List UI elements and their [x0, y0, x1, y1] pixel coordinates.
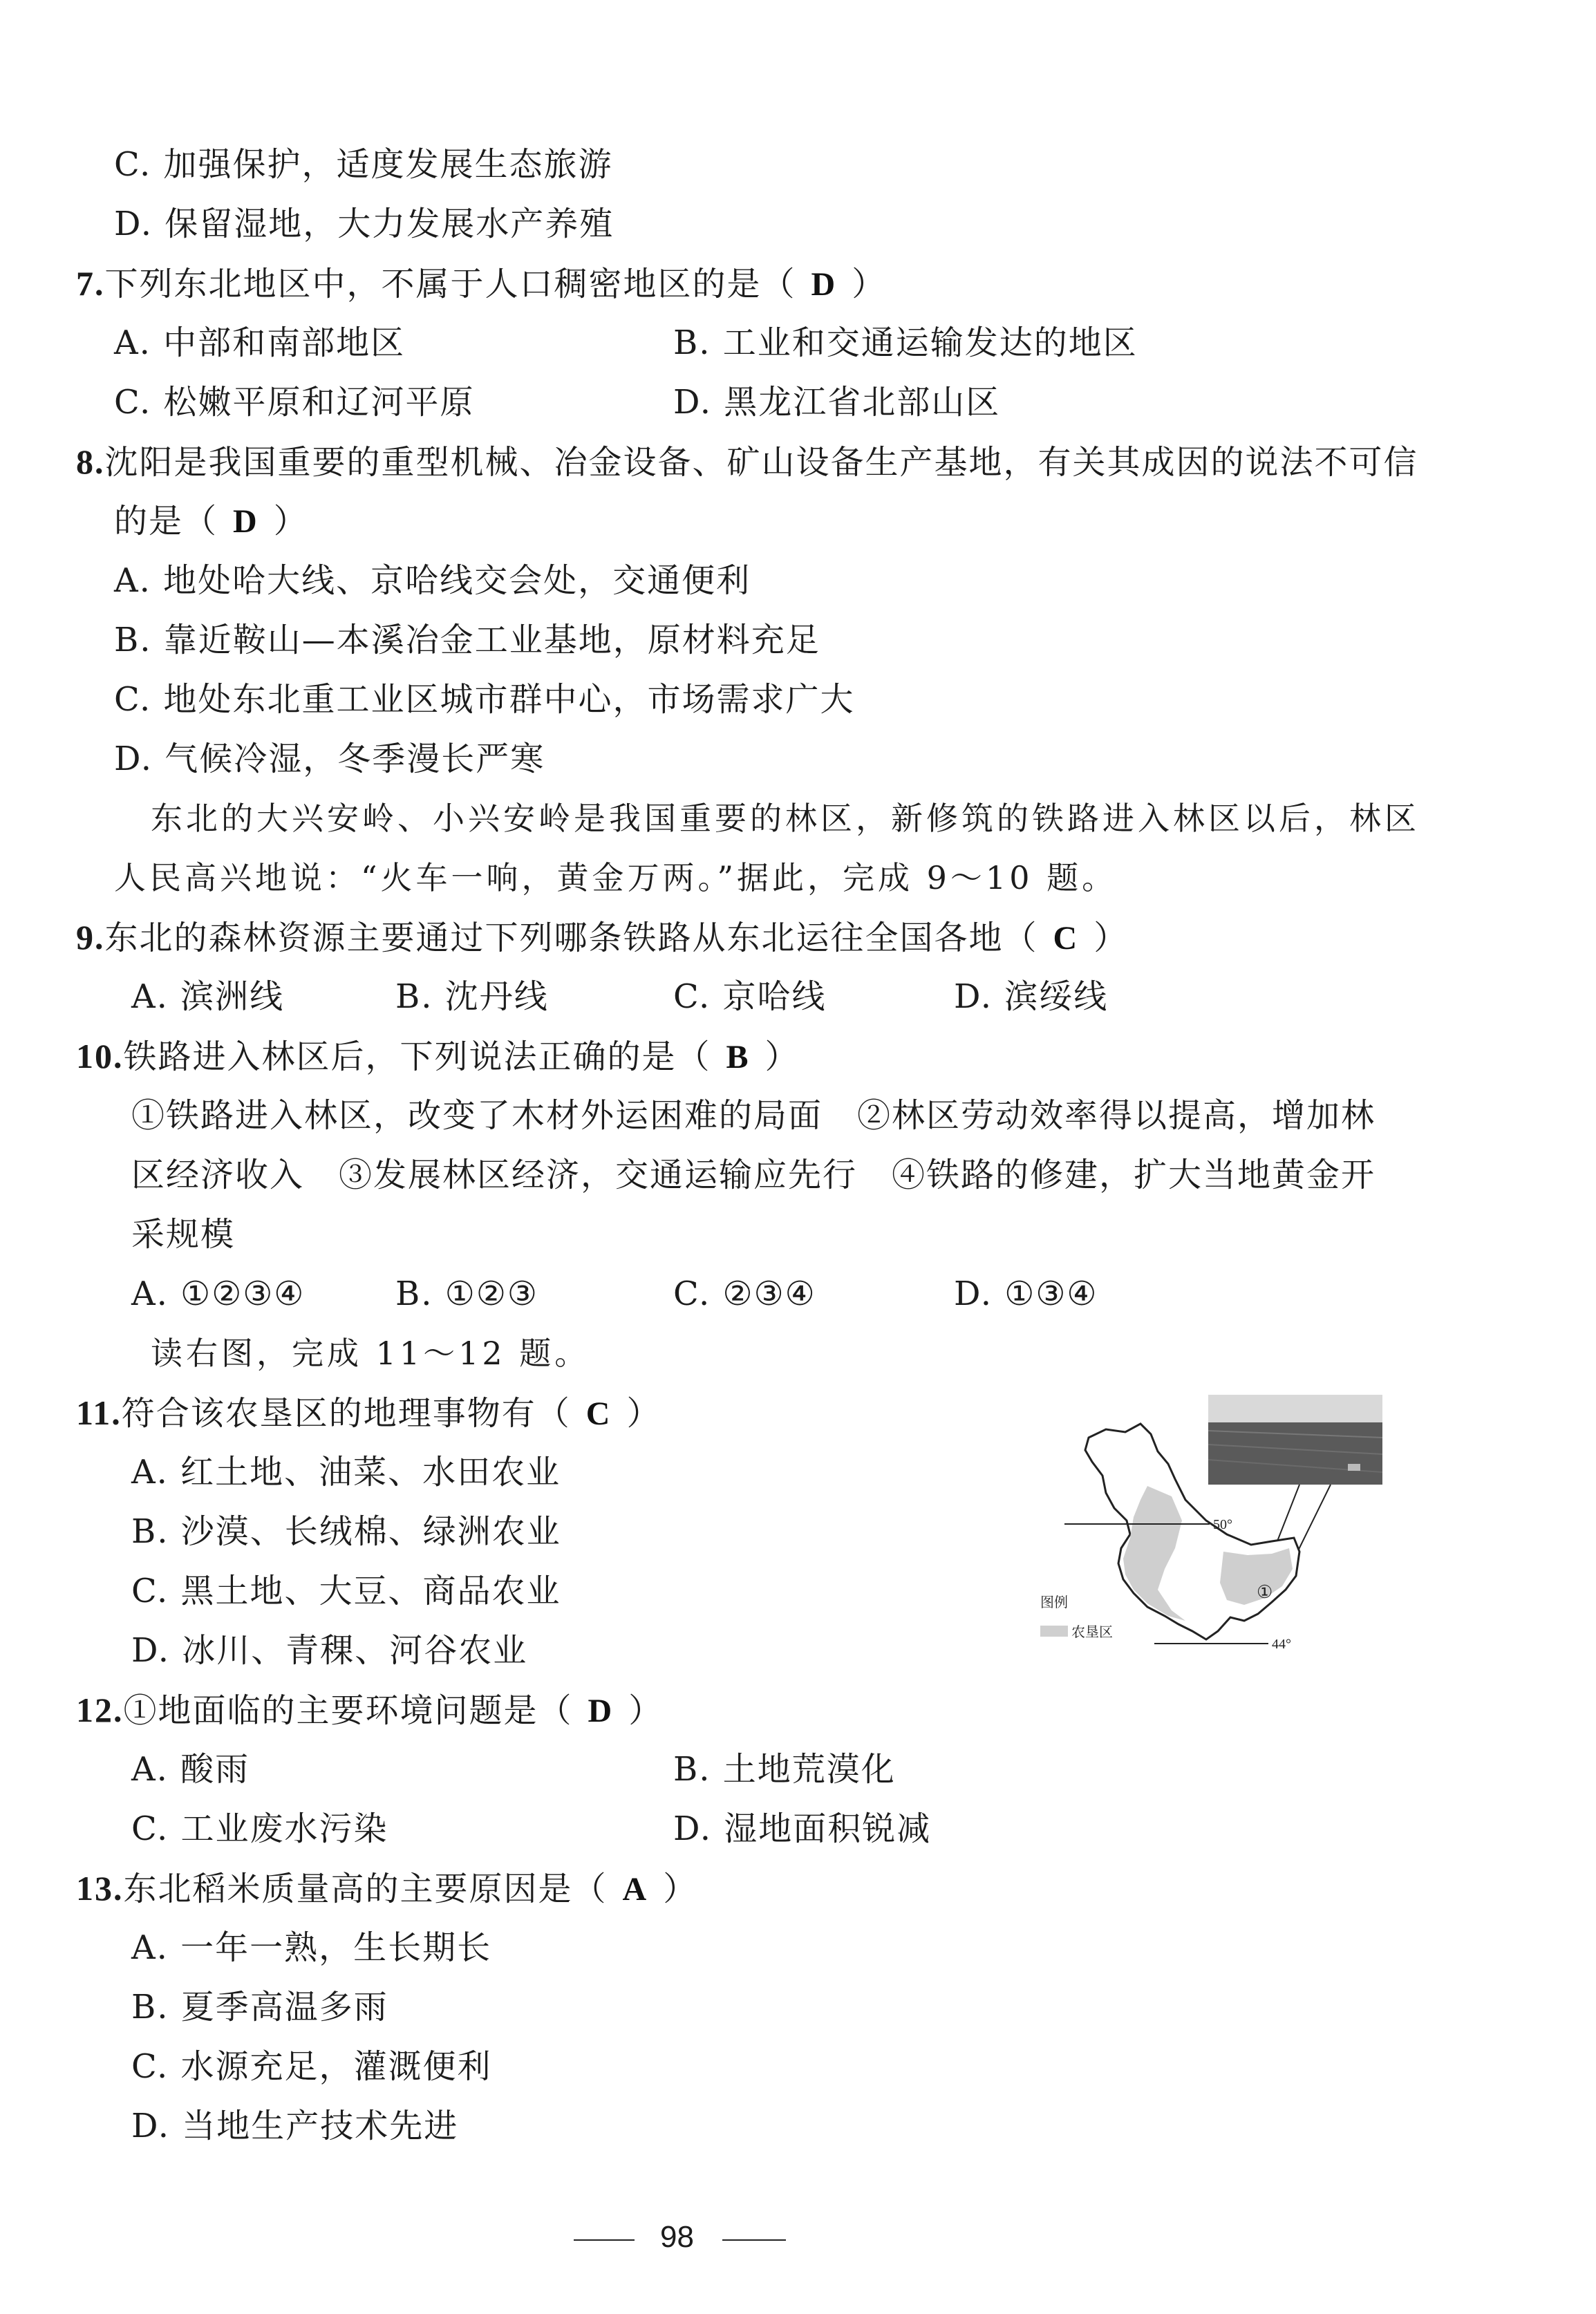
q7-option-a: A. 中部和南部地区 — [114, 323, 406, 362]
material-9-10-line2: 人民高兴地说：“火车一响，黄金万两。”据此，完成 9～10 题。 — [114, 859, 1118, 896]
q8-option-d: D. 气候冷湿，冬季漫长严寒 — [114, 740, 545, 778]
page-number-rule-right — [722, 2239, 786, 2241]
q8-answer: D — [233, 503, 259, 540]
q13-option-b: B. 夏季高温多雨 — [131, 1988, 388, 2026]
q7-option-b: B. 工业和交通运输发达的地区 — [673, 323, 1138, 362]
q7-option-c: C. 松嫩平原和辽河平原 — [114, 383, 475, 422]
q9-option-b: B. 沈丹线 — [395, 977, 549, 1016]
lat-50-label: 50° — [1213, 1517, 1232, 1532]
q10-close: ） — [764, 1037, 800, 1076]
q11-option-c: C. 黑土地、大豆、商品农业 — [131, 1572, 561, 1610]
q8-stem-line1: 沈阳是我国重要的重型机械、冶金设备、矿山设备生产基地，有关其成因的说法不可信 — [104, 443, 1418, 482]
q8-option-a: A. 地处哈大线、京哈线交会处，交通便利 — [114, 561, 751, 600]
page-number: 98 — [660, 2220, 694, 2254]
q6-option-c: C. 加强保护，适度发展生态旅游 — [114, 145, 613, 184]
q13-stem-text: 东北稻米质量高的主要原因是（ — [123, 1870, 608, 1908]
q12-answer: D — [588, 1693, 614, 1729]
q7-close: ） — [852, 265, 887, 303]
q11-option-d: D. 冰川、青稞、河谷农业 — [131, 1631, 528, 1670]
q8-stem-line2 — [114, 500, 308, 543]
q12-stem — [76, 1689, 663, 1732]
q11-number: 11. — [76, 1393, 122, 1432]
q8-option-c: C. 地处东北重工业区城市群中心，市场需求广大 — [114, 680, 855, 719]
q13-number: 13. — [76, 1869, 124, 1908]
q11-stem — [76, 1392, 661, 1435]
q10-statements-line2: 区经济收入 ③发展林区经济，交通运输应先行 ④铁路的修建，扩大当地黄金开 — [131, 1156, 1376, 1194]
q13-answer: A — [622, 1871, 648, 1908]
q11-close: ） — [626, 1394, 661, 1433]
q9-stem-text: 东北的森林资源主要通过下列哪条铁路从东北运往全国各地（ — [104, 919, 1038, 957]
q9-number: 9. — [76, 918, 105, 957]
q12-option-b: B. 土地荒漠化 — [673, 1750, 896, 1789]
q10-number: 10. — [76, 1037, 124, 1075]
q12-option-a: A. 酸雨 — [131, 1750, 250, 1789]
q8-stem-text2: 的是（ — [114, 502, 218, 540]
q10-answer: B — [726, 1039, 750, 1075]
lat-44-label: 44° — [1272, 1637, 1291, 1652]
q10-option-c: C. ②③④ — [673, 1274, 816, 1313]
q7-number: 7. — [76, 264, 105, 303]
q7-answer: D — [811, 266, 837, 303]
q11-option-b: B. 沙漠、长绒棉、绿洲农业 — [131, 1512, 561, 1551]
material-9-10-line1: 东北的大兴安岭、小兴安岭是我国重要的林区，新修筑的铁路进入林区以后，林区 — [151, 800, 1420, 837]
legend-title: 图例 — [1040, 1594, 1068, 1610]
q13-stem — [76, 1868, 697, 1910]
q10-statements-line1: ①铁路进入林区，改变了木材外运困难的局面 ②林区劳动效率得以提高，增加林 — [131, 1096, 1376, 1135]
q9-option-a: A. 滨洲线 — [131, 977, 285, 1016]
q11-stem-text: 符合该农垦区的地理事物有（ — [121, 1394, 571, 1433]
material-11-12: 读右图，完成 11～12 题。 — [151, 1335, 590, 1372]
legend-label: 农垦区 — [1071, 1624, 1113, 1640]
legend-swatch — [1040, 1626, 1068, 1637]
q9-stem — [76, 916, 1128, 959]
q9-close: ） — [1093, 919, 1129, 957]
q12-number: 12. — [76, 1691, 124, 1729]
q10-option-b: B. ①②③ — [395, 1274, 538, 1313]
q8-close: ） — [273, 502, 308, 540]
q7-stem — [76, 263, 886, 305]
q13-option-d: D. 当地生产技术先进 — [131, 2107, 459, 2145]
q13-option-a: A. 一年一熟，生长期长 — [131, 1928, 492, 1967]
q10-option-a: A. ①②③④ — [131, 1274, 306, 1313]
q12-close: ） — [628, 1691, 664, 1730]
q7-option-d: D. 黑龙江省北部山区 — [673, 383, 1001, 422]
q10-stem-text: 铁路进入林区后，下列说法正确的是（ — [123, 1037, 711, 1076]
q6-option-d: D. 保留湿地，大力发展水产养殖 — [114, 205, 614, 243]
q8-option-b: B. 靠近鞍山—本溪冶金工业基地，原材料充足 — [114, 621, 820, 659]
q11-answer: C — [585, 1395, 612, 1432]
q11-option-a: A. 红土地、油菜、水田农业 — [131, 1453, 561, 1492]
q12-option-d: D. 湿地面积锐减 — [673, 1809, 932, 1848]
q10-stem — [76, 1035, 800, 1078]
q12-option-c: C. 工业废水污染 — [131, 1809, 388, 1848]
northeast-farmland-map — [1037, 1382, 1382, 1673]
farmland-photo — [1208, 1395, 1382, 1485]
q12-stem-text: ①地面临的主要环境问题是（ — [123, 1691, 573, 1730]
q7-stem-text: 下列东北地区中，不属于人口稠密地区的是（ — [104, 265, 796, 303]
q10-option-d: D. ①③④ — [954, 1274, 1098, 1313]
q9-option-c: C. 京哈线 — [673, 977, 827, 1016]
q13-close: ） — [663, 1870, 698, 1908]
q9-option-d: D. 滨绥线 — [954, 977, 1109, 1016]
region-marker: ① — [1257, 1582, 1273, 1603]
q10-statements-line3: 采规模 — [131, 1215, 236, 1254]
page-number-rule-left — [574, 2239, 635, 2241]
q8-number: 8. — [76, 442, 105, 481]
q8-stem — [76, 441, 1418, 483]
q13-option-c: C. 水源充足，灌溉便利 — [131, 2047, 492, 2086]
q9-answer: C — [1053, 920, 1079, 957]
